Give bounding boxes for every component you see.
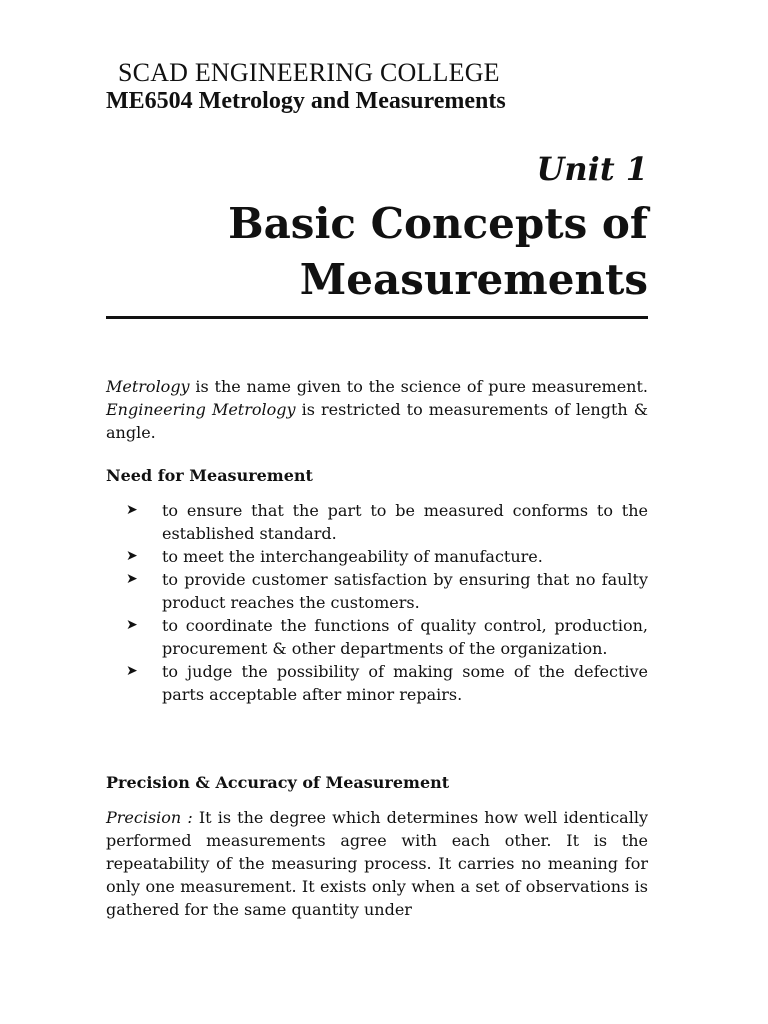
term-engineering-metrology: Engineering Metrology — [106, 400, 296, 419]
term-metrology: Metrology — [106, 377, 190, 396]
intro-text-2: is restricted to measurements of length & angle. — [106, 400, 648, 442]
list-item: ➤ to coordinate the functions of quality control, production, procurement & other departments of the organization. — [126, 616, 648, 658]
arrowhead-bullet-icon: ➤ — [126, 502, 138, 518]
precision-text: It is the degree which determines how well identically performed measurements agree with each other. It is the repeatability of the measuring process. It carries no meaning for only one measurement. It exists only when a set of observations is gathered for the same quantity under — [106, 808, 648, 919]
arrowhead-bullet-icon: ➤ — [126, 548, 138, 564]
list-item: ➤ to judge the possibility of making some of the defective parts acceptable after minor repairs. — [126, 662, 648, 704]
chapter-title-line-1: Basic Concepts of — [228, 199, 648, 248]
course-title: ME6504 Metrology and Measurements — [106, 88, 506, 114]
college-name: SCAD ENGINEERING COLLEGE — [118, 58, 500, 87]
intro-paragraph — [106, 375, 648, 444]
arrowhead-bullet-icon: ➤ — [126, 571, 138, 587]
need-heading: Need for Measurement — [106, 466, 313, 485]
arrowhead-bullet-icon: ➤ — [126, 663, 138, 679]
precision-heading: Precision & Accuracy of Measurement — [106, 773, 450, 792]
term-precision: Precision : — [106, 808, 193, 827]
title-divider — [106, 316, 648, 319]
chapter-title-line-2: Measurements — [299, 255, 648, 304]
intro-text-1: is the name given to the science of pure measurement. — [189, 377, 648, 396]
precision-paragraph — [106, 806, 648, 921]
list-item: ➤ to ensure that the part to be measured conforms to the established standard. — [126, 501, 648, 543]
need-list — [106, 499, 648, 706]
arrowhead-bullet-icon: ➤ — [126, 617, 138, 633]
chapter-title — [128, 196, 648, 308]
list-item: ➤ to provide customer satisfaction by ensuring that no faulty product reaches the customers. — [126, 570, 648, 612]
list-item: ➤ to meet the interchangeability of manufacture. — [126, 547, 543, 566]
unit-number: Unit 1 — [536, 150, 648, 188]
